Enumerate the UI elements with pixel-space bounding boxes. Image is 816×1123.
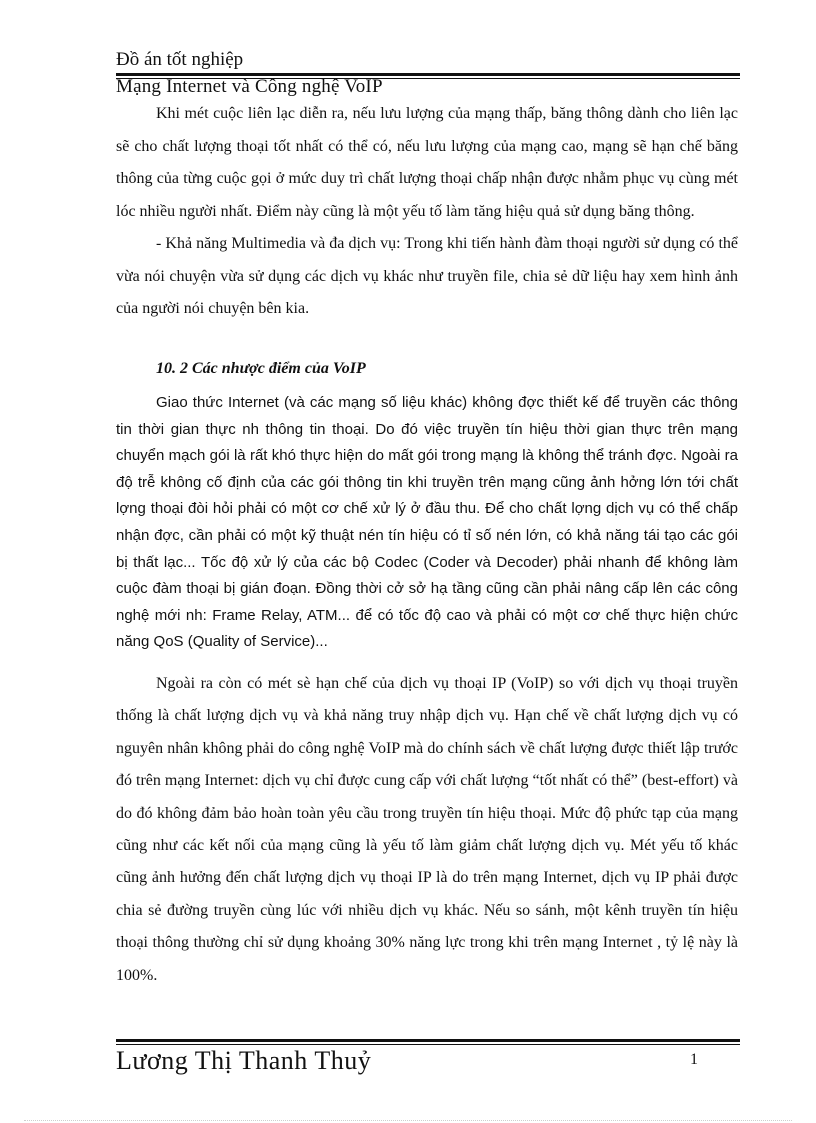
page-number: 1: [690, 1051, 698, 1068]
paragraph: Giao thức Internet (và các mạng số liệu khác) không đợc thiết kế để truyền các thông tin thời gian thực nh thông tin thoại. Do đó việc truyền tín hiệu thời gian thực trên mạng chuyển mạch gói là rất khó thực hiện do mất gói trong mạng là không thể tránh đợc. Ngoài ra độ trễ không cố định của các gói thông tin khi truyền trên mạng cũng ảnh hởng lớn tới chất lợng thoại đòi hỏi phải có một cơ chế xử lý ở đầu thu. Để cho chất lợng dịch vụ có thể chấp nhận đợc, cần phải có một kỹ thuật nén tín hiệu có tỉ số nén lớn, có khả năng tái tạo các gói bị thất lạc... Tốc độ xử lý của các bộ Codec (Coder và Decoder) phải nhanh để không làm cuộc đàm thoại bị gián đoạn. Đồng thời cở sở hạ tầng cũng cần phải nâng cấp lên các công nghệ mới nh: Frame Relay, ATM... để có tốc độ cao và phải có một cơ chế thực hiện chức năng QoS (Quality of Service)...: [116, 394, 738, 651]
section-advantages-continued: [116, 98, 738, 326]
footer-rule-thick: [116, 1039, 740, 1042]
section-disadvantages-continued: [116, 668, 738, 992]
paragraph: Ngoài ra còn có mét sè hạn chế của dịch vụ thoại IP (VoIP) so với dịch vụ thoại truyền thống là chất lượng dịch vụ và khả năng truy nhập dịch vụ. Hạn chế về chất lượng dịch vụ có nguyên nhân không phải do công nghệ VoIP mà do chính sách về chất lượng được thiết lập trước đó trên mạng Internet: dịch vụ chỉ được cung cấp với chất lượng “tốt nhất có thể” (best-effort) và do đó không đảm bảo hoàn toàn yêu cầu trong truyền tín hiệu thoại. Mức độ phức tạp của mạng cũng như các kết nối của mạng cũng là yếu tố làm giảm chất lượng dịch vụ. Mét yếu tố khác cũng ảnh hưởng đến chất lượng dịch vụ thoại IP là do trên mạng Internet, dịch vụ IP phải được chia sẻ đường truyền cùng lúc với nhiều dịch vụ khác. Nếu so sánh, một kênh truyền tín hiệu thoại thông thường chỉ sử dụng khoảng 30% năng lực trong khi trên mạng Internet , tỷ lệ này là 100%.: [116, 675, 738, 984]
paragraph: - Khả năng Multimedia và đa dịch vụ: Trong khi tiến hành đàm thoại người sử dụng có thể vừa nói chuyện vừa sử dụng các dịch vụ khác như truyền file, chia sẻ dữ liệu hay xem hình ảnh của người nói chuyện bên kia.: [116, 235, 738, 317]
document-subtitle: Mạng Internet và Công nghệ VoIP: [116, 76, 383, 97]
footer-author: Lương Thị Thanh Thuỷ: [116, 1046, 372, 1075]
document-title: Đồ án tốt nghiệp: [116, 49, 244, 70]
page-edge-divider: [24, 1120, 792, 1121]
section-disadvantages: [116, 390, 738, 656]
paragraph: Khi mét cuộc liên lạc diễn ra, nếu lưu lượng của mạng thấp, băng thông dành cho liên lạc sẽ cho chất lượng thoại tốt nhất có thể có, nếu lưu lượng của mạng cao, mạng sẽ hạn chế băng thông của từng cuộc gọi ở mức duy trì chất lượng thoại chấp nhận được nhằm phục vụ cùng mét lóc nhiều người nhất. Điểm này cũng là một yếu tố làm tăng hiệu quả sử dụng băng thông.: [116, 105, 738, 220]
section-heading: 10. 2 Các nhược điểm của VoIP: [156, 360, 366, 377]
